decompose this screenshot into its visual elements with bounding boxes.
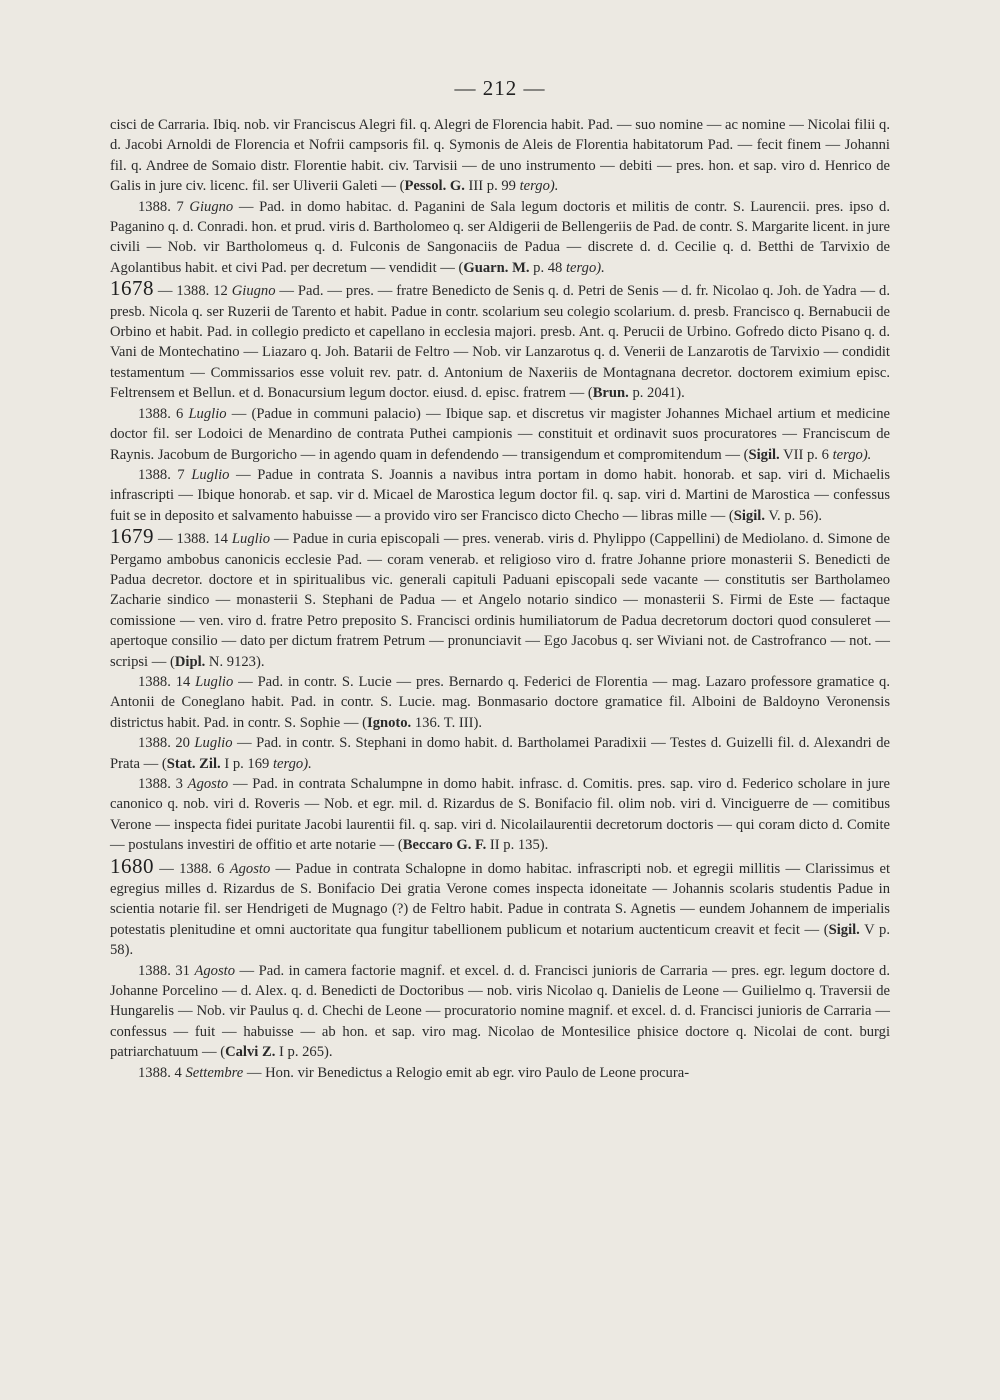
month-name: Luglio (188, 405, 227, 422)
entry-paragraph (110, 465, 890, 526)
entry-text: 1388. 31 (138, 962, 195, 979)
entry-text: 1388. 14 (138, 673, 196, 690)
entry-paragraph (110, 197, 890, 279)
entry-text: 136. T. III). (411, 714, 483, 731)
entry-paragraph (110, 961, 890, 1063)
document-number: 1678 (110, 276, 154, 301)
archive-reference: Sigil. (828, 921, 860, 938)
entry-text: — Padue in contrata Schalopne in domo habitac. infrascripti nob. et egregii millitis — Clarissimus et egregius milles d. Rizardus de S. Bonifacio Dei gratia Verone comes inspecta idoneitate — Johannis scolaris studentis Padue in scientia notarie fil. ser Hendrigeti de Mugnago (?) de Feltro habit. Padue in contrata S. Agnetis — eundem Johannem de imperialis potestatis plenitudine et omni auctoritate qua fungitur tabellionem publicum et notarium auctenticum creavit et fecit — ( (110, 860, 890, 938)
month-name: Agosto (187, 776, 229, 792)
month-name: Luglio (231, 531, 271, 548)
month-name: Settembre (185, 1064, 244, 1081)
entry-paragraph (110, 672, 890, 733)
entry-text: p. 48 (529, 259, 566, 276)
entry-text: 1388. 7 (138, 198, 190, 215)
entry-paragraph (110, 774, 890, 856)
entry-text: V. p. 56). (765, 507, 823, 524)
entry-text: — Pad. in contrata Schalumpne in domo habit. infrasc. d. Comitis. pres. sap. viro d. Federico scholare in jure canonico q. nob. viri d. Roveris — Nob. et egr. mil. d. Rizardus de S. Bonifacio fil. olim nob. viri d. Vinciguerre de — comitibus Verone — inspecta fidei puritate Jacobi laurentii fil. q. sap. viri d. Nicolailaurentii decretorum doctoris — qui coram dicto d. Comite — postulans investiri de offitio et arte notarie — ( (110, 776, 890, 854)
text-body (110, 115, 890, 1083)
document-number: 1679 (110, 524, 154, 549)
archive-reference: Pessol. G. (404, 178, 465, 195)
numbered-entry (110, 853, 890, 961)
entry-text: — Pad. in contr. S. Stephani in domo habit. d. Bartholamei Paradixii — Testes d. Guizelli fil. d. Alexandri de Prata — ( (110, 735, 890, 772)
entry-text: p. 2041). (628, 385, 685, 402)
archive-reference: Ignoto. (367, 714, 412, 731)
archive-reference: Guarn. M. (463, 259, 530, 276)
entry-text: III p. 99 (464, 178, 520, 195)
entry-text: — Padue in curia episcopali — pres. venerab. viris d. Phylippo (Cappellini) de Mediolano. d. Simone de Pergamo ambobus canonicis ecclesie Pad. — coram venerab. et religioso viro d. fratre Johanne priore monasterii S. Benedicti de Padua decretor. doctore et in spiritualibus vic. generali capituli Paduani episcopali sede vacante — constitutis ser Bartholameo Zacharie sindico — monasterii S. Stephani de Padua — et Angelo notario sindico — monasterii S. Firmi de Este — factaque comissione — ven. viro d. fratre Petro preposito S. Francisci ordinis humiliatorum de Padua decretorum doctori quod consuleret — apertoque consilio — dato per dictum fratrem Petrum — pronunciavit — Ego Jacobus q. ser Wiviani not. de Castrofranco — not. — scripsi — ( (110, 531, 890, 670)
entry-text: cisci de Carraria. Ibiq. nob. vir Franciscus Alegri fil. q. Alegri de Florencia habit. Pad. — suo nomine — ac nomine — Nicolai filii q. d. Jacobi Arnoldi de Florencia et Nofrii campsoris fil. q. Symonis de Aleis de Florentia habitatorum Pad. — fecit finem — Johanni fil. q. Andree de Somaio distr. Florentie habit. civ. Tarvisii — de uno instrumento — debiti — pres. hon. et sap. viro d. Henrico de Galis in jure civ. licenc. fil. ser Uliverii Galeti — ( (110, 117, 890, 195)
month-name: Luglio (195, 673, 234, 690)
tergo-note: tergo). (272, 755, 312, 772)
entry-paragraph (110, 1063, 890, 1083)
entry-text: — 1388. 12 (154, 283, 232, 300)
entry-text: — 1388. 6 (154, 860, 230, 877)
continued-entry (110, 115, 890, 197)
entry-text: — (Padue in communi palacio) — Ibique sap. et discretus vir magister Johannes Michael artium et medicine doctor fil. ser Lodoici de Menardino de contrata Puthei campionis — constituit et ordinavit suos procuratores — Franciscum de Raynis. Jacobum de Burgoricho — in agendo quam in defendendo — transigendum et compromitendum — ( (110, 405, 890, 463)
entry-text: 1388. 6 (138, 405, 189, 422)
entry-text: — Pad. in contr. S. Lucie — pres. Bernardo q. Federici de Florentia — mag. Lazaro professore gramatice q. Antonii de Coneglano habit. Pad. in contr. S. Lucie. mag. Bonmasario doctore gramatice fil. Alboini de Baldoyno Veronensis districtus habit. Pad. in contr. S. Sophie — ( (110, 673, 890, 731)
month-name: Giugno (231, 283, 276, 300)
entry-text: N. 9123). (205, 653, 265, 670)
archive-reference: Brun. (592, 385, 629, 402)
entry-text: 1388. 4 (138, 1064, 186, 1081)
archive-reference: Sigil. (748, 446, 780, 463)
entry-text: I p. 265). (275, 1044, 333, 1061)
page-number: — 212 — (454, 76, 546, 100)
month-name: Luglio (191, 466, 230, 483)
entry-text: V p. 58). (110, 921, 890, 959)
archive-reference: Beccaro G. F. (402, 837, 487, 854)
entry-paragraph (110, 733, 890, 774)
tergo-note: tergo). (519, 178, 559, 195)
entry-text: — Pad. — pres. — fratre Benedicto de Senis q. d. Petri de Senis — d. fr. Nicolao q. Joh. de Yadra — d. presb. Nicola q. ser Ruzerii de Tarento et habit. Padue in contr. scolarium seu colegio scolarium. d. presb. Francisco q. Bernabucii de Orbino et habit. Pad. in collegio predicto et capellano in ecclesia majori. presb. Ant. q. Perucii de Urbino. Gofredo dicto Pisano q. d. Vani de Montechatino — Liazaro q. Joh. Batarii de Feltro — Nob. vir Lanzarotus q. d. Venerii de Lanzarotis de Tarvixio — condidit testamentum — Commissarios esse voluit rev. patr. d. Antonium de Naxeriis de Montagnana decretor. doctorem eximium episc. Feltrensem et Bellun. et d. Bonacursium legum doctor. eiusd. d. episc. fratrem — ( (110, 283, 890, 402)
archive-reference: Dipl. (174, 653, 206, 670)
month-name: Luglio (194, 735, 233, 752)
archive-reference: Sigil. (733, 507, 765, 524)
entry-text: I p. 169 (220, 755, 273, 772)
entry-text: — Padue in contrata S. Joannis a navibus intra portam in domo habit. honorab. et sap. viri d. Michaelis infrascripti — Ibique honorab. et sap. vir d. Micael de Marostica legum doctor fil. q. sap. viri d. Martini de Marostica — confessus fuit se in deposito et salvamento habuisse — a provido viro ser Francisco dicto Checho — libras mille — ( (110, 466, 890, 524)
entry-text: VII p. 6 (779, 446, 833, 463)
entry-text: II p. 135). (486, 837, 549, 854)
entry-text: — Pad. in domo habitac. d. Paganini de Sala legum doctoris et militis de contr. S. Laurencii. pres. ipso d. Paganino q. d. Conradi. hon. et prud. viris d. Bartholomeo q. ser Aldigerii de Bellengeriis de Pad. de contr. S. Margarite licent. in jure civili — Nob. vir Bartholomeus q. d. Fulconis de Sangonaciis de Padua — discrete d. d. Cecilie q. d. Betthi de Tarvixio de Agolantibus habit. et civi Pad. per decretum — vendidit — ( (110, 198, 890, 276)
month-name: Agosto (229, 860, 271, 877)
document-number: 1680 (110, 853, 154, 878)
tergo-note: tergo). (832, 446, 872, 463)
entry-text: 1388. 20 (138, 735, 195, 752)
entry-text: 1388. 7 (138, 466, 192, 483)
archive-reference: Calvi Z. (225, 1044, 276, 1061)
entry-text: — Pad. in camera factorie magnif. et excel. d. d. Francisci junioris de Carraria — pres. egr. legum doctore d. Johanne Porcelino — d. Alex. q. d. Benedicti de Doctoribus — nob. viris Nicolao q. Danielis de Leone — Guilielmo q. Traversii de Hungarelis — Nob. vir Paulus q. d. Chechi de Leone — procuratorio nomine magnif. et excel. d. d. Francisci junioris de Carraria — confessus — fuit — habuisse — ab hon. et sap. viro mag. Nicolao de Montesilice phisice doctore q. Nicolai de cont. burgi patriarchatuum — ( (110, 962, 890, 1061)
numbered-entry (110, 278, 890, 403)
tergo-note: tergo). (565, 259, 605, 276)
entry-text: — 1388. 14 (154, 531, 232, 548)
entry-paragraph (110, 404, 890, 465)
entry-text: — Hon. vir Benedictus a Relogio emit ab egr. viro Paulo de Leone procura- (243, 1064, 690, 1081)
numbered-entry (110, 526, 890, 672)
month-name: Agosto (194, 962, 235, 979)
entry-text: 1388. 3 (138, 776, 188, 792)
archive-reference: Stat. Zil. (166, 755, 221, 772)
month-name: Giugno (189, 198, 234, 215)
